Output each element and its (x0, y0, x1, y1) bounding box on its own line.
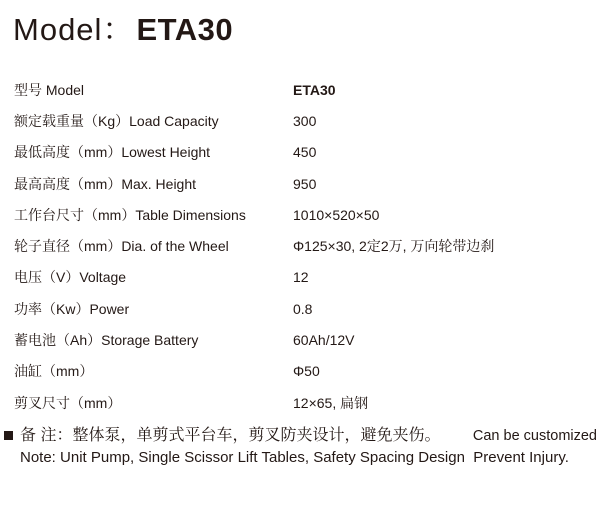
spec-row-label: 轮子直径（mm）Dia. of the Wheel (14, 238, 229, 255)
spec-row-label: 功率（Kw）Power (14, 300, 130, 317)
spec-row-label: 电压（V）Voltage (14, 269, 127, 286)
table-row (14, 105, 598, 136)
spec-row-label: 型号 Model (14, 81, 85, 98)
spec-row-value: 300 (293, 112, 317, 129)
spec-row-label: 蓄电池（Ah）Storage Battery (14, 332, 199, 349)
table-row (14, 230, 598, 261)
spec-row-label: 油缸（mm） (14, 363, 94, 380)
spec-table (14, 74, 598, 418)
note-customized-text: Can be customized (472, 428, 597, 444)
table-row (14, 199, 598, 230)
spec-row-value: Φ125×30, 2定2万, 万向轮带边刹 (293, 238, 495, 255)
spec-row-value: 60Ah/12V (293, 332, 355, 349)
spec-row-value: 12 (293, 269, 309, 286)
spec-row-value: 0.8 (293, 300, 313, 317)
spec-row-value: 12×65, 扁钢 (293, 394, 369, 411)
table-row (14, 387, 598, 418)
model-value: ETA30 (136, 12, 234, 47)
note-text-cn: 备 注：整体泵，单剪式平台车，剪叉防夹设计，避免夹伤。 (20, 427, 441, 444)
spec-row-label: 剪叉尺寸（mm） (14, 394, 122, 411)
spec-row-value: ETA30 (293, 81, 336, 98)
spec-row-label: 最高高度（mm）Max. Height (14, 175, 197, 192)
spec-row-value: Φ50 (293, 363, 320, 380)
spec-row-label: 最低高度（mm）Lowest Height (14, 144, 211, 161)
table-row (14, 293, 598, 324)
spec-row-label: 工作台尺寸（mm）Table Dimensions (14, 206, 246, 223)
note-line-cn (4, 426, 598, 446)
model-label: Model： (13, 12, 135, 47)
spec-row-value: 950 (293, 175, 317, 192)
page-title (13, 11, 233, 49)
square-bullet-icon (4, 431, 13, 440)
table-row (14, 137, 598, 168)
table-row (14, 168, 598, 199)
table-row (14, 324, 598, 355)
spec-row-value: 1010×520×50 (293, 206, 380, 223)
note-text-en: Note: Unit Pump, Single Scissor Lift Tables, Safety Spacing Design Prevent Injury. (20, 449, 569, 466)
note-section (4, 426, 598, 467)
table-row (14, 74, 598, 105)
table-row (14, 262, 598, 293)
table-row (14, 356, 598, 387)
spec-row-value: 450 (293, 144, 317, 161)
spec-row-label: 额定载重量（Kg）Load Capacity (14, 112, 219, 129)
